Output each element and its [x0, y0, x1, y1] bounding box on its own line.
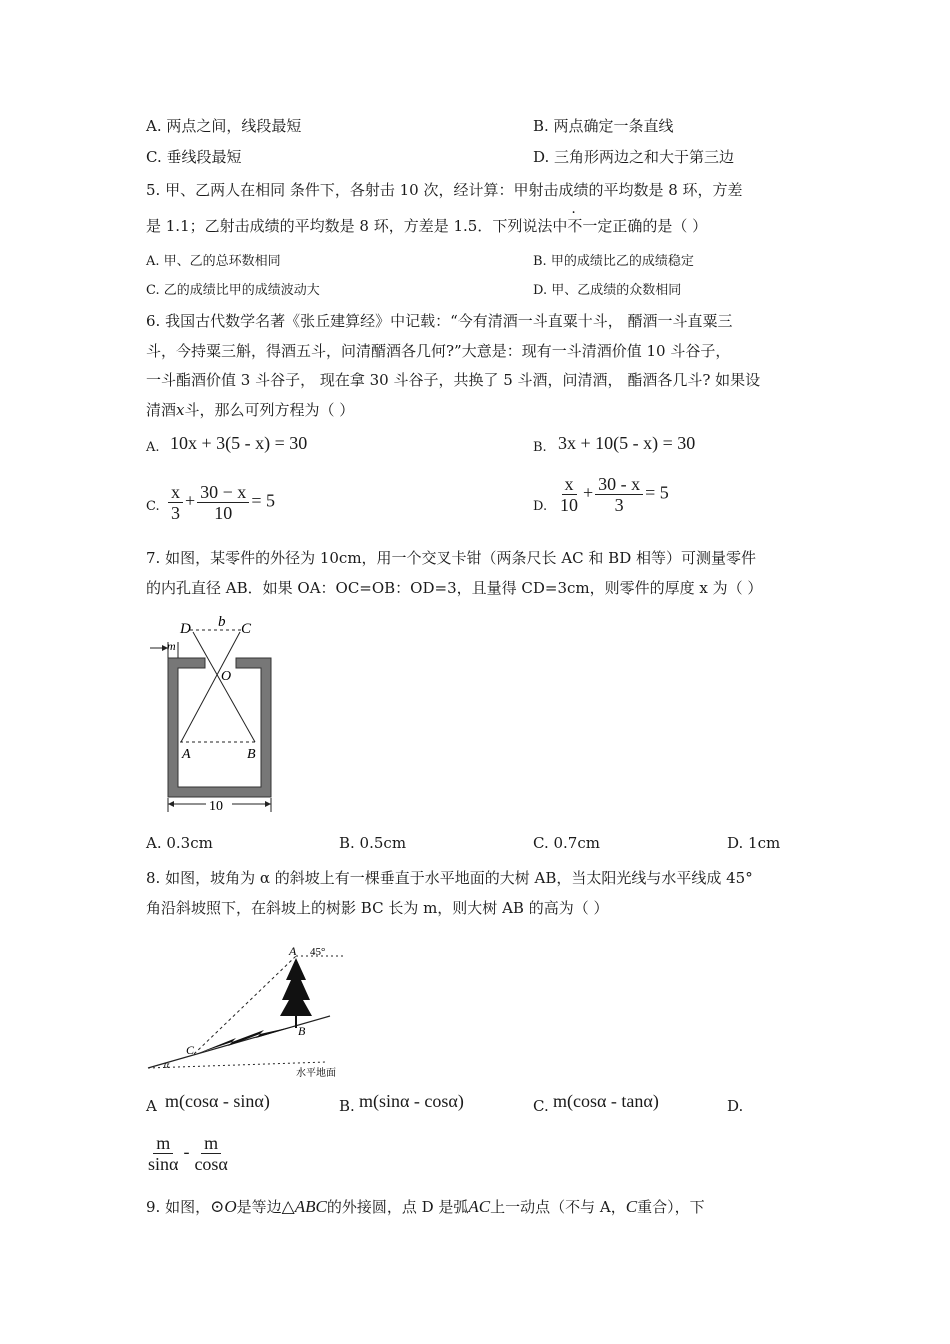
q6-d-op: + — [583, 482, 594, 503]
q6-option-d-label: D. — [533, 499, 548, 514]
q7-arm-db — [193, 632, 255, 742]
q8-d-f1-num: m — [153, 1133, 173, 1154]
q5-line2 — [146, 216, 707, 236]
q7-label-m: m — [167, 639, 176, 653]
q8-label-alpha: α — [164, 1060, 170, 1071]
q7-option-b: B. 0.5cm — [339, 834, 407, 852]
q8-d-op: - — [183, 1141, 190, 1162]
q6-option-d-expr — [555, 474, 669, 515]
q7-label-b: B — [247, 747, 256, 762]
q8-label-b: B — [298, 1024, 306, 1038]
q8-label-c: C — [186, 1043, 195, 1057]
q6-d-f1-den: 10 — [560, 495, 578, 515]
q9-triangle-abc: △ABC — [281, 1197, 327, 1216]
q7-caliper-figure — [148, 612, 278, 814]
q6-c-f2-num: 30 − x — [197, 482, 249, 503]
q8-option-d-label: D. — [727, 1097, 744, 1115]
q6-line2: 斗，今持粟三斛，得酒五斗，问清醑酒各几何?”大意是：现有一斗清酒价值 10 斗谷子， — [146, 342, 731, 360]
q6-line4-post: 斗，那么可列方程为（ ） — [184, 401, 355, 419]
q6-c-f1-num: x — [168, 482, 183, 503]
q6-line4-pre: 清酒 — [146, 401, 177, 419]
q8-option-c-expr: m(cosα - tanα) — [553, 1091, 659, 1111]
q8-line1: 8. 如图，坡角为 α 的斜坡上有一棵垂直于水平地面的大树 AB，当太阳光线与水平线成 45° — [146, 869, 753, 887]
q6-d-eq: = 5 — [645, 482, 669, 503]
q6-line4 — [146, 400, 354, 420]
q8-option-c-label: C. — [533, 1097, 549, 1115]
q4-option-b: B. 两点确定一条直线 — [533, 117, 674, 135]
q8-option-a-label: A — [146, 1097, 157, 1115]
q8-label-ground: 水平地面 — [296, 1068, 336, 1079]
q5-line2-pre: 是 1.1；乙射击成绩的平均数是 8 环，方差是 1.5．下列说法中 — [146, 217, 568, 235]
q6-option-b-expr: 3x + 10(5 - x) = 30 — [558, 433, 696, 453]
q6-line3: 一斗酯酒价值 3 斗谷子， 现在拿 30 斗谷子，共换了 5 斗酒，问清酒， 酯酒各几斗? 如果设 — [146, 371, 761, 389]
q9-circle-o: ⊙O — [210, 1197, 237, 1216]
q6-c-fraction-2 — [197, 482, 249, 523]
q7-label-a: A — [182, 747, 191, 762]
q8-option-a-expr: m(cosα - sinα) — [165, 1091, 270, 1111]
q8-option-b-label: B. — [339, 1097, 355, 1115]
q7-label-10: 10 — [209, 799, 223, 814]
q9-mid2: 的外接圆，点 D 是弧 — [326, 1198, 469, 1216]
q8-option-b-expr: m(sinα - cosα) — [359, 1091, 464, 1111]
q7-dim-arrow-right — [265, 801, 271, 807]
q7-option-a: A. 0.3cm — [146, 834, 213, 852]
q8-label-a: A — [289, 944, 297, 958]
q6-c-fraction-1 — [168, 482, 183, 523]
q9-pre: 9. 如图， — [146, 1198, 211, 1216]
q7-line2: 的内孔直径 AB．如果 OA：OC=OB：OD=3，且量得 CD=3cm，则零件的厚度 x 为（ ） — [146, 579, 763, 597]
q8-option-d-expr — [143, 1133, 233, 1174]
q6-option-a-label: A. — [146, 440, 160, 455]
q8-tree-slope-figure — [146, 938, 346, 1080]
q8-d-fraction-2 — [191, 1133, 230, 1174]
q6-d-fraction-1 — [557, 474, 581, 515]
q6-d-f1-num: x — [562, 474, 577, 495]
q6-option-b-label: B. — [533, 440, 547, 455]
q9-mid1: 是等边 — [236, 1198, 282, 1216]
q7-label-b-width: b — [218, 614, 226, 630]
q6-option-c-expr — [166, 482, 275, 523]
q4-option-d: D. 三角形两边之和大于第三边 — [533, 148, 735, 166]
q6-c-f1-den: 3 — [171, 503, 180, 523]
q6-c-f2-den: 10 — [214, 503, 233, 523]
q5-option-a: A. 甲、乙的总环数相同 — [146, 254, 281, 269]
q9-post: 重合），下 — [637, 1198, 705, 1216]
q8-d-f1-den: sinα — [148, 1154, 179, 1174]
q8-d-f2-num: m — [201, 1133, 221, 1154]
q5-line2-emphasis: 不一定 — [567, 217, 613, 235]
q8-line2: 角沿斜坡照下，在斜坡上的树影 BC 长为 m，则大树 AB 的高为（ ） — [146, 899, 609, 917]
q5-option-c: C. 乙的成绩比甲的成绩波动大 — [146, 283, 320, 298]
q6-option-c-label: C. — [146, 499, 160, 514]
q6-c-op: + — [185, 490, 196, 511]
q6-variable-x: x — [176, 401, 185, 419]
q5-option-d: D. 甲、乙成绩的众数相同 — [533, 283, 682, 298]
q7-option-c: C. 0.7cm — [533, 834, 600, 852]
q7-option-d: D. 1cm — [727, 834, 781, 852]
q4-option-c: C. 垂线段最短 — [146, 148, 242, 166]
q7-arm-ca — [181, 632, 240, 742]
q9-arc-ac: AC — [468, 1197, 491, 1216]
q6-d-fraction-2 — [595, 474, 643, 515]
q5-line2-post: 正确的是（ ） — [612, 217, 708, 235]
q8-label-45: 45° — [310, 946, 326, 958]
q9-line1 — [146, 1197, 705, 1217]
q9-mid3: 上一动点（不与 A， — [490, 1198, 626, 1216]
q7-label-c: C — [241, 621, 252, 637]
q6-line1: 6. 我国古代数学名著《张丘建算经》中记载：“今有清酒一斗直粟十斗， 醑酒一斗直粟三 — [146, 312, 733, 330]
q6-c-eq: = 5 — [251, 490, 275, 511]
q6-option-a-expr: 10x + 3(5 - x) = 30 — [170, 433, 308, 453]
q8-tree — [280, 958, 312, 1016]
q6-d-f2-num: 30 - x — [595, 474, 643, 495]
q7-dim-arrow-left — [168, 801, 174, 807]
q7-label-d: D — [180, 621, 191, 637]
q7-label-o: O — [221, 669, 232, 684]
q9-point-c: C — [625, 1197, 638, 1216]
q8-d-f2-den: cosα — [194, 1154, 228, 1174]
q6-d-f2-den: 3 — [614, 495, 624, 515]
q5-line1: 5. 甲、乙两人在相同 条件下，各射击 10 次，经计算：甲射击成绩的平均数是 8 环，方差 — [146, 181, 743, 199]
q7-line1: 7. 如图，某零件的外径为 10cm，用一个交叉卡钳（两条尺长 AC 和 BD 相等）可测量零件 — [146, 549, 756, 567]
q5-option-b: B. 甲的成绩比乙的成绩稳定 — [533, 254, 694, 269]
q8-d-fraction-1 — [145, 1133, 181, 1174]
q4-option-a: A. 两点之间，线段最短 — [146, 117, 302, 135]
